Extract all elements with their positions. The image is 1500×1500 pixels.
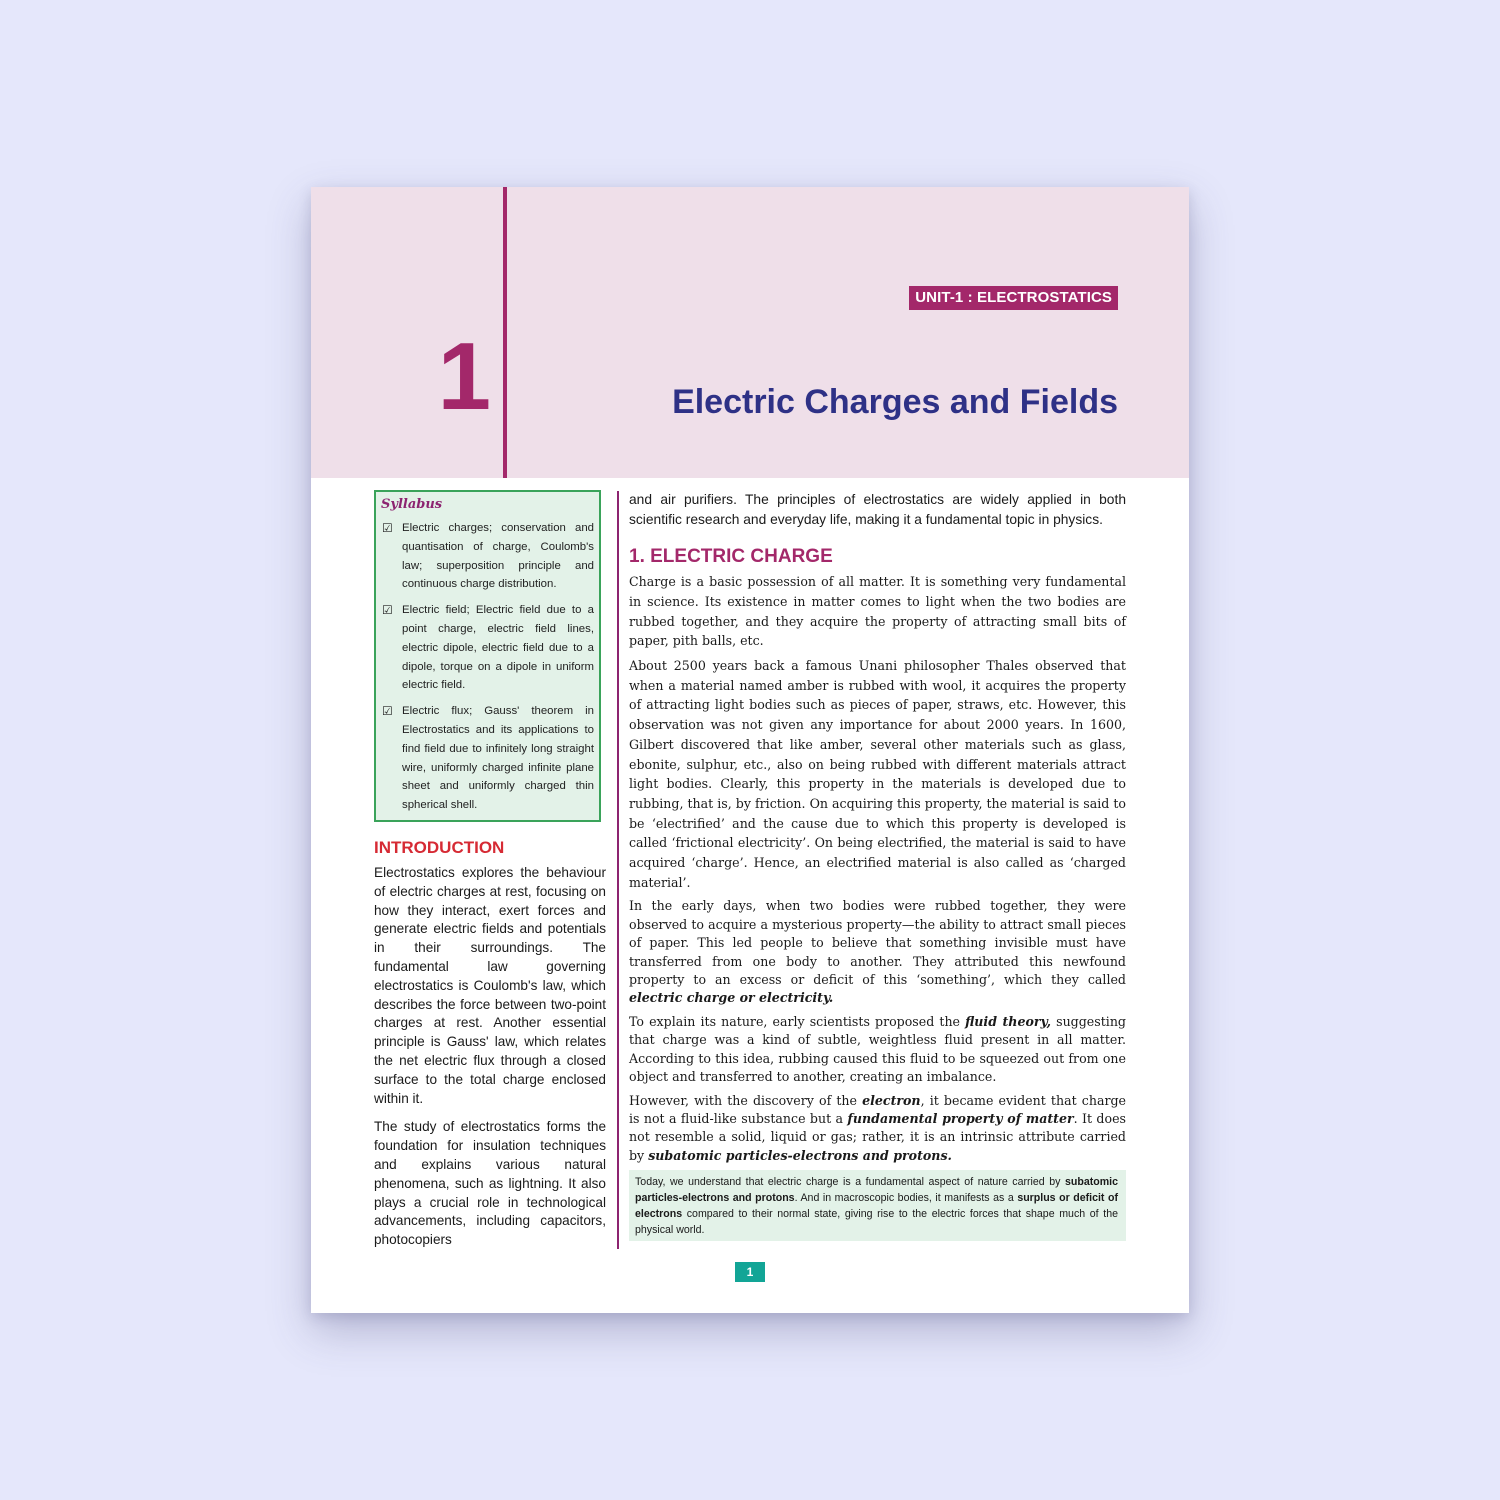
- column-divider: [617, 491, 619, 1249]
- body-paragraph: About 2500 years back a famous Unani philosopher Thales observed that when a material named amber is rubbed with wool, it acquires the property of attracting light bodies such as pieces of paper, straws, etc. However, this observation was not given any importance for about 2000 years. In 1600, Gilbert discovered that like amber, several other materials such as glass, ebonite, sulphur, etc., also on being rubbed with different materials attract light bodies. Clearly, this property in the materials is developed due to rubbing, that is, by friction. On acquiring this property, the material is said to be ‘electrified’ and the cause due to which this property is developed is called ‘frictional electricity’. On being electrified, the material is said to have acquired ‘charge’. Hence, an electrified material is also called as ‘charged material’.: [629, 658, 1126, 890]
- syllabus-item-text: Electric flux; Gauss' theorem in Electrostatics and its applications to find field due to infinitely long straight wire, uniformly charged infinite plane sheet and uniformly charged thin spherical shell.: [402, 705, 594, 812]
- paragraph-text: , it became evident that charge is not a fluid-like substance but a: [629, 1092, 1126, 1126]
- chapter-number: 1: [437, 323, 491, 430]
- chapter-title: Electric Charges and Fields: [672, 383, 1118, 421]
- syllabus-box: [374, 490, 601, 822]
- syllabus-item: [381, 519, 594, 594]
- syllabus-title: Syllabus: [381, 497, 443, 512]
- body-paragraph: [629, 897, 1126, 1007]
- box-text: compared to their normal state, giving rise to the electric forces that shape much of the physical world.: [635, 1208, 1118, 1237]
- emphasis-text: electric charge or electricity.: [629, 990, 834, 1006]
- introduction-paragraph: The study of electrostatics forms the foundation for insulation techniques and explains various natural phenomena, such as lightning. It also plays a crucial role in technological advancements, including capacitors, photocopiers: [374, 1119, 606, 1248]
- header-divider: [503, 187, 507, 478]
- introduction-heading: INTRODUCTION: [374, 838, 505, 857]
- paragraph-text: However, with the discovery of the: [629, 1092, 863, 1108]
- paragraph-text: . It does not resemble a solid, liquid or gas; rather, it is an intrinsic attribute carried by: [629, 1110, 1126, 1163]
- syllabus-item-text: Electric field; Electric field due to a point charge, electric field lines, electric dipole, electric field due to a dipole, torque on a dipole in uniform electric field.: [402, 604, 594, 692]
- book-page: [311, 187, 1189, 1313]
- box-text: . And in macroscopic bodies, it manifests as a: [794, 1192, 1018, 1205]
- body-paragraph: [629, 1013, 1126, 1087]
- body-paragraph: Charge is a basic possession of all matter. It is something very fundamental in science. Its existence in matter comes to light when the two bodies are rubbed together, and they acquire the property of attracting small bits of paper, pith balls, etc.: [629, 574, 1126, 649]
- section-heading: 1. ELECTRIC CHARGE: [629, 546, 833, 568]
- main-column: [629, 490, 1126, 1241]
- box-bold-text: surplus or deficit of electrons: [635, 1192, 1119, 1221]
- introduction-paragraph: Electrostatics explores the behaviour of electric charges at rest, focusing on how they interact, exert forces and generate electric fields and potentials in their surroundings. The fundamental law governing electrostatics is Coulomb's law, which describes the force between two-point charges at rest. Another essential principle is Gauss' law, which relates the net electric flux through a closed surface to the total charge enclosed within it.: [374, 865, 606, 1106]
- emphasis-text: electron: [862, 1092, 921, 1108]
- highlight-box: [629, 1170, 1126, 1241]
- page-number: 1: [735, 1262, 765, 1282]
- box-text: Today, we understand that electric charge is a fundamental aspect of nature carried by: [635, 1176, 1066, 1189]
- paragraph-text: suggesting that charge was a kind of subtle, weightless fluid present in all matter. According to this idea, rubbing caused this fluid to be squeezed out from one object and transferred to another, creating an imbalance.: [629, 1013, 1126, 1085]
- checkbox-checked-icon: ☑: [382, 521, 393, 535]
- chapter-header: [311, 187, 1189, 478]
- emphasis-text: fluid theory,: [965, 1013, 1052, 1029]
- emphasis-text: subatomic particles-electrons and protons.: [648, 1147, 952, 1163]
- box-bold-text: subatomic particles-electrons and protons: [635, 1176, 1118, 1205]
- syllabus-item-text: Electric charges; conservation and quantisation of charge, Coulomb's law; superposition principle and continuous charge distribution.: [402, 522, 594, 591]
- syllabus-item: [381, 601, 594, 695]
- syllabus-item: [381, 702, 594, 815]
- continued-paragraph: and air purifiers. The principles of electrostatics are widely applied in both scientific research and everyday life, making it a fundamental topic in physics.: [629, 492, 1126, 527]
- body-paragraph: [629, 1092, 1126, 1166]
- paragraph-text: In the early days, when two bodies were rubbed together, they were observed to acquire a mysterious property—the ability to attract small pieces of paper. This led people to believe that something invisible must have transferred from one body to another. They attributed this newfound property to an excess or deficit of this ‘something’, which they called: [629, 898, 1126, 988]
- checkbox-checked-icon: ☑: [382, 704, 393, 719]
- checkbox-checked-icon: ☑: [382, 603, 393, 618]
- unit-badge: UNIT-1 : ELECTROSTATICS: [909, 286, 1118, 310]
- introduction-body: [374, 864, 606, 1260]
- paragraph-text: To explain its nature, early scientists proposed the: [629, 1013, 966, 1029]
- emphasis-text: fundamental property of matter: [847, 1110, 1074, 1126]
